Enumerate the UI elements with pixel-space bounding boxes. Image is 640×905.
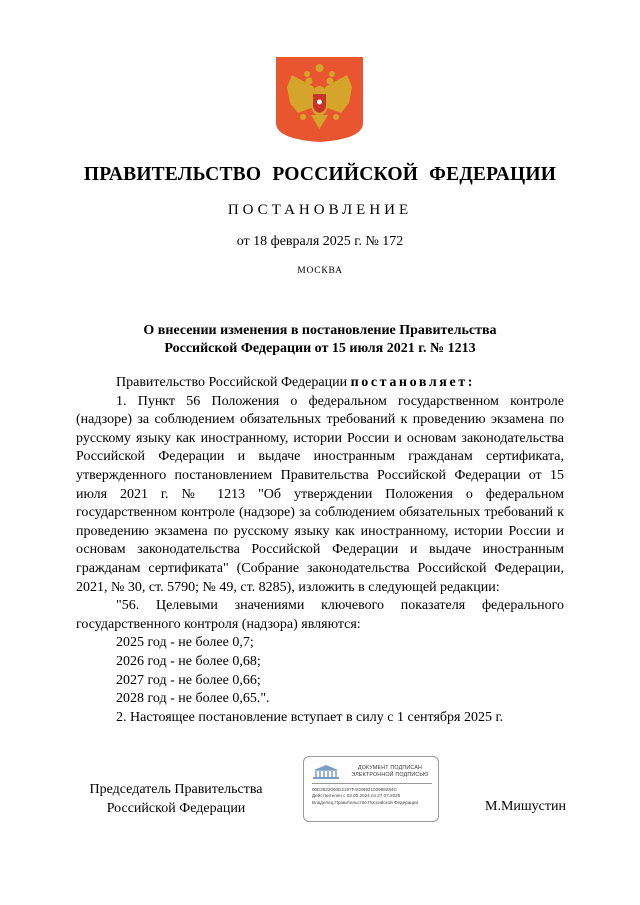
target-item: 2025 год - не более 0,7; <box>116 635 254 651</box>
target-item: 2027 год - не более 0,66; <box>116 672 261 688</box>
double-headed-eagle-icon <box>276 57 363 142</box>
document-type: ПОСТАНОВЛЕНИЕ <box>227 202 413 218</box>
target-item: 2026 год - не более 0,68; <box>116 653 261 669</box>
position-line-1: Председатель Правительства <box>89 782 263 797</box>
subject-line-1: О внесении изменения в постановление Правительства <box>143 323 497 338</box>
esig-title <box>346 765 434 779</box>
subject-line-2: Российской Федерации от 15 июля 2021 г. № 1213 <box>164 341 476 356</box>
paragraph-2: "56. Целевыми значениями ключевого показателя федерального государственного контроля (надзора) являются: <box>76 598 564 632</box>
intro-verb: постановляет: <box>350 375 475 390</box>
government-title: ПРАВИТЕЛЬСТВО РОССИЙСКОЙ ФЕДЕРАЦИИ <box>83 164 557 185</box>
target-item: 2028 год - не более 0,65.". <box>116 691 270 707</box>
intro-paragraph <box>76 374 564 393</box>
paragraph-3: 2. Настоящее постановление вступает в силу с 1 сентября 2025 г. <box>116 709 504 725</box>
esig-owner: Владелец Правительство Российской Федерации <box>312 799 419 805</box>
building-icon <box>312 764 340 780</box>
esig-divider <box>312 783 432 784</box>
signatory-name: М.Мишустин <box>485 799 566 814</box>
electronic-signature-stamp <box>303 756 439 822</box>
intro-text: Правительство Российской Федерации <box>116 375 351 390</box>
paragraph-1: 1. Пункт 56 Положения о федеральном государственном контроле (надзоре) за соблюдением обязательных требований к проведению экзамена по русскому языку как иностранному, истории России и основам законодательства Российской Федерации и выдаче иностранным гражданам сертификата, утвержденного постановлением Правительства Российской Федерации от 15 июля 2021 г. № 1213 "Об утверждении Положения о федеральном государственном контроле (надзоре) за соблюдением обязательных требований к проведению экзамена по русскому языку как иностранному, истории России и основам законодательства Российской Федерации и выдаче иностранным гражданам сертификата" (Собрание законодательства Российской Федерации, 2021, № 30, ст. 5790; № 49, ст. 8285), изложить в следующей редакции: <box>76 393 564 595</box>
esig-title-line-2: ЭЛЕКТРОННОЙ ПОДПИСЬЮ <box>351 772 429 778</box>
document-city: МОСКВА <box>297 266 343 276</box>
coat-of-arms-emblem <box>276 57 363 142</box>
esig-validity: Действителен с 03.05.2024 по 27.07.2025 <box>312 793 401 799</box>
esig-serial: 00E3632060D2197F4C8692100998284C <box>312 787 397 792</box>
position-line-2: Российской Федерации <box>106 801 246 816</box>
document-subject <box>100 322 540 358</box>
signatory-position <box>76 780 276 818</box>
esig-title-line-1: ДОКУМЕНТ ПОДПИСАН <box>357 765 423 771</box>
document-date-number: от 18 февраля 2025 г. № 172 <box>236 234 404 249</box>
esig-details <box>312 787 436 806</box>
document-body <box>76 374 564 727</box>
